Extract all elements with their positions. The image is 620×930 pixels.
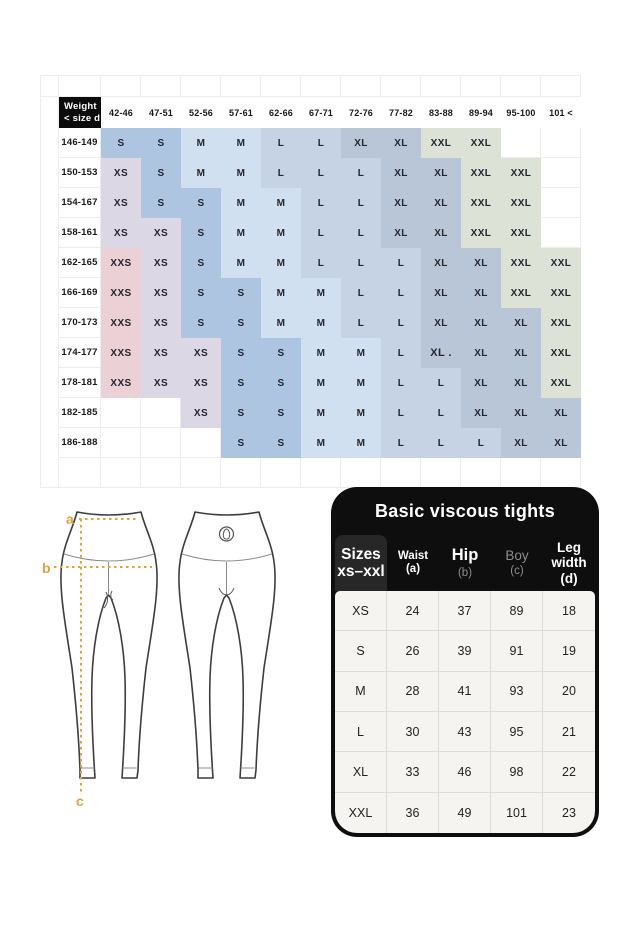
matrix-size-cell: L: [341, 218, 381, 248]
matrix-empty-cell: [141, 398, 181, 428]
matrix-size-cell: XXL: [461, 188, 501, 218]
size-table-value: 28: [387, 672, 439, 712]
measure-label-c: c: [76, 793, 84, 809]
matrix-size-cell: S: [221, 368, 261, 398]
matrix-size-cell: XL: [381, 188, 421, 218]
grid-cell: [221, 76, 261, 97]
grid-cell: [41, 218, 59, 248]
matrix-size-cell: XL: [541, 428, 581, 458]
matrix-size-cell: S: [181, 218, 221, 248]
matrix-column-header: 52-56: [188, 107, 214, 118]
leggings-diagram: [35, 496, 285, 823]
matrix-size-cell: XS: [141, 278, 181, 308]
matrix-size-cell: XL: [381, 128, 421, 158]
grid-cell: [221, 458, 261, 488]
matrix-size-cell: L: [381, 338, 421, 368]
matrix-size-cell: M: [301, 308, 341, 338]
matrix-size-cell: XXL: [541, 248, 581, 278]
matrix-size-cell: L: [341, 248, 381, 278]
matrix-size-cell: XL: [381, 158, 421, 188]
matrix-size-cell: XXL: [501, 248, 541, 278]
grid-cell: [501, 76, 541, 97]
matrix-size-cell: XS: [181, 338, 221, 368]
matrix-size-cell: S: [181, 278, 221, 308]
matrix-size-cell: M: [301, 278, 341, 308]
grid-cell: [41, 248, 59, 278]
matrix-size-cell: XXS: [101, 278, 141, 308]
matrix-size-cell: S: [221, 398, 261, 428]
grid-cell: [541, 458, 581, 488]
grid-cell: [41, 128, 59, 158]
matrix-row-label: 158-161: [59, 218, 101, 248]
matrix-size-cell: XXL: [461, 128, 501, 158]
matrix-size-cell: L: [341, 188, 381, 218]
size-table-value: 33: [387, 752, 439, 792]
matrix-size-cell: S: [101, 128, 141, 158]
matrix-empty-cell: [541, 188, 581, 218]
matrix-size-cell: M: [341, 338, 381, 368]
matrix-size-cell: S: [141, 158, 181, 188]
matrix-size-cell: XL: [461, 398, 501, 428]
matrix-size-cell: M: [181, 128, 221, 158]
size-table-value: 36: [387, 793, 439, 833]
size-table-value: 43: [439, 712, 491, 752]
matrix-column-header: 77-82: [388, 107, 414, 118]
grid-cell: [141, 458, 181, 488]
matrix-size-cell: XS: [101, 158, 141, 188]
matrix-size-cell: XXL: [541, 278, 581, 308]
matrix-size-cell: XS: [141, 368, 181, 398]
matrix-column-header: 101 <: [549, 107, 573, 118]
size-card-column-header-waist: Waist (a): [397, 550, 429, 575]
matrix-size-cell: XL: [421, 158, 461, 188]
size-table-value: 30: [387, 712, 439, 752]
matrix-column-header: 95-100: [506, 107, 536, 118]
matrix-size-cell: M: [261, 278, 301, 308]
matrix-size-cell: XXL: [501, 188, 541, 218]
matrix-size-cell: XL: [461, 338, 501, 368]
matrix-size-cell: L: [261, 158, 301, 188]
matrix-size-cell: L: [421, 398, 461, 428]
matrix-size-cell: XXS: [101, 248, 141, 278]
matrix-size-cell: S: [261, 368, 301, 398]
matrix-row-label: 162-165: [59, 248, 101, 278]
matrix-size-cell: XL: [461, 368, 501, 398]
grid-cell: [41, 398, 59, 428]
matrix-row-label: 186-188: [59, 428, 101, 458]
matrix-size-cell: XXL: [501, 278, 541, 308]
matrix-size-cell: L: [301, 188, 341, 218]
grid-cell: [301, 76, 341, 97]
matrix-size-cell: XL: [461, 278, 501, 308]
size-table-value: 89: [491, 591, 543, 631]
matrix-size-cell: L: [301, 158, 341, 188]
grid-cell: [101, 76, 141, 97]
grid-cell: [541, 76, 581, 97]
matrix-size-cell: M: [341, 428, 381, 458]
matrix-size-cell: XXL: [541, 308, 581, 338]
matrix-size-cell: M: [301, 338, 341, 368]
size-table-value: 93: [491, 672, 543, 712]
matrix-size-cell: XL: [501, 398, 541, 428]
matrix-size-cell: L: [341, 278, 381, 308]
matrix-size-cell: M: [221, 188, 261, 218]
size-table-value: 24: [387, 591, 439, 631]
matrix-size-cell: M: [181, 158, 221, 188]
size-table-value: 39: [439, 631, 491, 671]
matrix-size-cell: S: [261, 338, 301, 368]
size-table-value: 22: [543, 752, 595, 792]
matrix-size-cell: XS: [101, 218, 141, 248]
matrix-empty-cell: [101, 428, 141, 458]
size-table-value: 18: [543, 591, 595, 631]
matrix-size-cell: XXS: [101, 338, 141, 368]
matrix-row-label: 170-173: [59, 308, 101, 338]
grid-cell: [41, 76, 59, 97]
grid-cell: [261, 458, 301, 488]
grid-cell: [341, 458, 381, 488]
grid-cell: [181, 458, 221, 488]
matrix-size-cell: XL: [501, 428, 541, 458]
matrix-empty-cell: [541, 128, 581, 158]
matrix-size-cell: XS: [141, 218, 181, 248]
grid-cell: [41, 338, 59, 368]
matrix-size-cell: XS: [141, 248, 181, 278]
weight-size-matrix: [40, 75, 581, 488]
matrix-column-header: 57-61: [228, 107, 254, 118]
matrix-size-cell: M: [261, 308, 301, 338]
matrix-size-cell: XS: [101, 188, 141, 218]
matrix-column-header: 72-76: [348, 107, 374, 118]
matrix-size-cell: XXL: [501, 158, 541, 188]
matrix-size-cell: L: [381, 428, 421, 458]
matrix-size-cell: M: [261, 248, 301, 278]
size-card-header-row: [335, 535, 595, 591]
matrix-size-cell: XL: [421, 308, 461, 338]
size-card: [331, 487, 599, 837]
leggings-back-view: [179, 512, 275, 778]
size-card-column-header-sizes: Sizes xs–xxl: [335, 535, 387, 591]
matrix-size-cell: S: [261, 428, 301, 458]
size-card-body: [335, 591, 595, 833]
size-table-size-label: M: [335, 672, 387, 712]
matrix-size-cell: S: [221, 338, 261, 368]
grid-cell: [421, 458, 461, 488]
grid-cell: [461, 76, 501, 97]
matrix-size-cell: XS: [181, 398, 221, 428]
matrix-size-cell: XL .: [421, 338, 461, 368]
size-table-value: 49: [439, 793, 491, 833]
matrix-row-label: 178-181: [59, 368, 101, 398]
matrix-row-label: 150-153: [59, 158, 101, 188]
matrix-size-cell: S: [221, 308, 261, 338]
matrix-row-label: 182-185: [59, 398, 101, 428]
grid-cell: [261, 76, 301, 97]
matrix-empty-cell: [141, 428, 181, 458]
grid-cell: [381, 458, 421, 488]
matrix-column-header: 47-51: [148, 107, 174, 118]
grid-cell: [59, 458, 101, 488]
matrix-size-cell: M: [341, 368, 381, 398]
size-table-value: 41: [439, 672, 491, 712]
matrix-size-cell: XXL: [541, 368, 581, 398]
matrix-size-cell: M: [221, 158, 261, 188]
matrix-size-cell: XXL: [501, 218, 541, 248]
matrix-size-cell: L: [301, 248, 341, 278]
matrix-size-cell: L: [341, 308, 381, 338]
size-table-value: 20: [543, 672, 595, 712]
matrix-size-cell: XS: [141, 338, 181, 368]
grid-cell: [301, 458, 341, 488]
matrix-size-cell: XXS: [101, 308, 141, 338]
grid-cell: [341, 76, 381, 97]
grid-cell: [41, 188, 59, 218]
matrix-column-header: 42-46: [108, 107, 134, 118]
size-card-column-header-leg: Leg width (d): [551, 540, 587, 586]
matrix-size-cell: L: [381, 278, 421, 308]
matrix-size-cell: XL: [501, 368, 541, 398]
matrix-size-cell: XXL: [461, 218, 501, 248]
matrix-row-label: 174-177: [59, 338, 101, 368]
grid-cell: [501, 458, 541, 488]
matrix-size-cell: XL: [381, 218, 421, 248]
matrix-size-cell: L: [381, 308, 421, 338]
size-table-value: 101: [491, 793, 543, 833]
matrix-size-cell: XL: [421, 278, 461, 308]
size-table-size-label: XS: [335, 591, 387, 631]
matrix-size-cell: L: [301, 218, 341, 248]
matrix-size-cell: XXL: [541, 338, 581, 368]
matrix-row-label: 166-169: [59, 278, 101, 308]
grid-cell: [41, 308, 59, 338]
matrix-size-cell: M: [221, 128, 261, 158]
size-table-value: 21: [543, 712, 595, 752]
matrix-size-cell: M: [301, 368, 341, 398]
matrix-size-cell: M: [221, 248, 261, 278]
matrix-size-cell: XL: [461, 248, 501, 278]
size-table-value: 95: [491, 712, 543, 752]
matrix-size-cell: XL: [421, 188, 461, 218]
matrix-size-cell: L: [381, 368, 421, 398]
matrix-size-cell: L: [341, 158, 381, 188]
matrix-size-cell: L: [461, 428, 501, 458]
matrix-size-cell: XL: [461, 308, 501, 338]
size-table-size-label: XL: [335, 752, 387, 792]
size-table-size-label: XXL: [335, 793, 387, 833]
matrix-size-cell: XL: [541, 398, 581, 428]
matrix-size-cell: S: [141, 188, 181, 218]
matrix-size-cell: XXL: [461, 158, 501, 188]
matrix-size-cell: S: [141, 128, 181, 158]
size-table-value: 98: [491, 752, 543, 792]
matrix-corner-header: Weight < size d: [59, 97, 101, 128]
matrix-column-header: 83-88: [428, 107, 454, 118]
matrix-column-header: 89-94: [468, 107, 494, 118]
matrix-size-cell: L: [421, 368, 461, 398]
grid-cell: [59, 76, 101, 97]
matrix-size-cell: M: [301, 398, 341, 428]
size-table-value: 26: [387, 631, 439, 671]
leggings-front-view: [42, 511, 157, 809]
grid-cell: [101, 458, 141, 488]
matrix-size-cell: L: [301, 128, 341, 158]
matrix-row-label: 146-149: [59, 128, 101, 158]
matrix-empty-cell: [101, 398, 141, 428]
size-table-value: 19: [543, 631, 595, 671]
measure-label-b: b: [42, 560, 51, 576]
grid-cell: [41, 97, 59, 128]
matrix-size-cell: S: [261, 398, 301, 428]
grid-cell: [421, 76, 461, 97]
grid-cell: [41, 428, 59, 458]
size-table-size-label: S: [335, 631, 387, 671]
grid-cell: [41, 158, 59, 188]
matrix-size-cell: XXS: [101, 368, 141, 398]
matrix-size-cell: XS: [141, 308, 181, 338]
matrix-size-cell: M: [221, 218, 261, 248]
size-card-title: Basic viscous tights: [374, 500, 556, 521]
matrix-size-cell: S: [181, 188, 221, 218]
size-card-column-header-hip: Hip (b): [451, 546, 479, 579]
matrix-size-cell: S: [181, 248, 221, 278]
size-table-value: 37: [439, 591, 491, 631]
matrix-empty-cell: [181, 428, 221, 458]
size-table-size-label: L: [335, 712, 387, 752]
matrix-size-cell: L: [381, 398, 421, 428]
matrix-column-header: 67-71: [308, 107, 334, 118]
matrix-size-cell: XL: [341, 128, 381, 158]
matrix-size-cell: XL: [501, 308, 541, 338]
matrix-empty-cell: [501, 128, 541, 158]
leggings-drawing-svg: [35, 496, 285, 818]
matrix-size-cell: L: [261, 128, 301, 158]
grid-cell: [41, 278, 59, 308]
matrix-size-cell: M: [301, 428, 341, 458]
matrix-size-cell: M: [261, 188, 301, 218]
matrix-size-cell: M: [341, 398, 381, 428]
matrix-size-cell: XXL: [421, 128, 461, 158]
matrix-size-cell: S: [181, 308, 221, 338]
matrix-size-cell: S: [221, 278, 261, 308]
grid-cell: [141, 76, 181, 97]
matrix-column-header: 62-66: [268, 107, 294, 118]
matrix-size-cell: XS: [181, 368, 221, 398]
measure-label-a: a: [66, 511, 74, 527]
grid-cell: [461, 458, 501, 488]
matrix-size-cell: XL: [421, 248, 461, 278]
grid-cell: [41, 458, 59, 488]
size-table-value: 23: [562, 805, 576, 820]
size-table-value: 46: [439, 752, 491, 792]
matrix-size-cell: XL: [501, 338, 541, 368]
grid-cell: [181, 76, 221, 97]
grid-cell: [41, 368, 59, 398]
matrix-size-cell: M: [261, 218, 301, 248]
matrix-size-cell: S: [221, 428, 261, 458]
matrix-size-cell: XL: [421, 218, 461, 248]
size-table-value: 91: [491, 631, 543, 671]
matrix-size-cell: L: [381, 248, 421, 278]
matrix-empty-cell: [541, 158, 581, 188]
size-card-column-header-boy: Boy (c): [505, 548, 529, 578]
matrix-size-cell: L: [421, 428, 461, 458]
grid-cell: [381, 76, 421, 97]
matrix-empty-cell: [541, 218, 581, 248]
matrix-row-label: 154-167: [59, 188, 101, 218]
